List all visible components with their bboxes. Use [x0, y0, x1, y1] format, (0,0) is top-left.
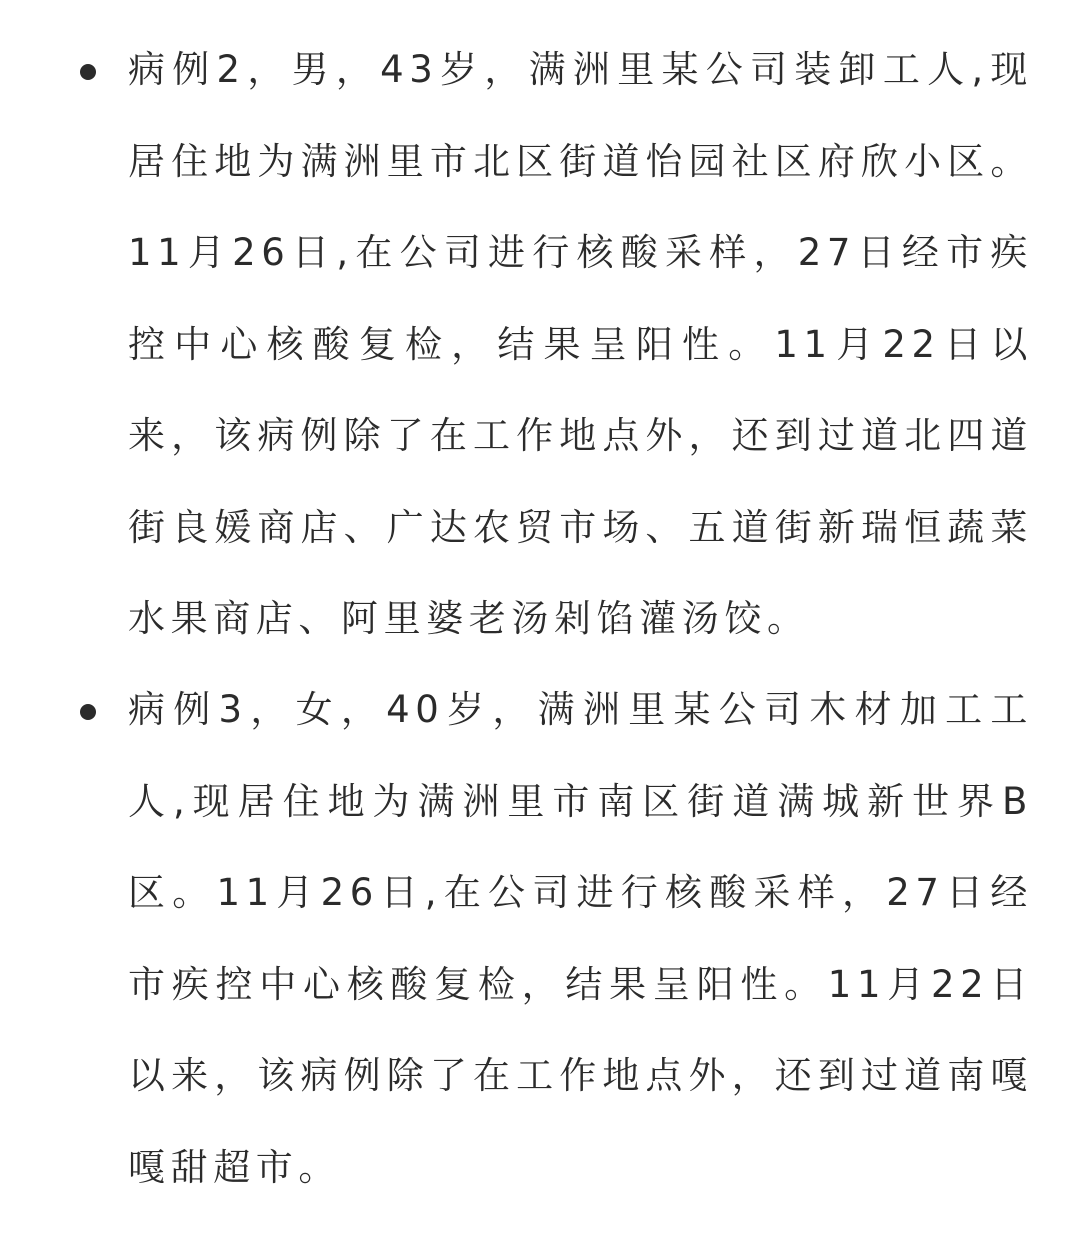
bullet-icon	[80, 704, 96, 720]
case-text: 病例3，女，40岁，满洲里某公司木材加工工人,现居住地为满洲里市南区街道满城新世界B区。11月26日,在公司进行核酸采样，27日经市疾控中心核酸复检，结果呈阳性。11月22日以来，该病例除了在工作地点外，还到过道南嘎嘎甜超市。	[128, 688, 1033, 1189]
bullet-icon	[80, 64, 96, 80]
case-text: 病例2，男，43岁，满洲里某公司装卸工人,现居住地为满洲里市北区街道怡园社区府欣小区。11月26日,在公司进行核酸采样，27日经市疾控中心核酸复检，结果呈阳性。11月22日以来，该病例除了在工作地点外，还到过道北四道街良媛商店、广达农贸市场、五道街新瑞恒蔬菜水果商店、阿里婆老汤剁馅灌汤饺。	[128, 48, 1033, 640]
